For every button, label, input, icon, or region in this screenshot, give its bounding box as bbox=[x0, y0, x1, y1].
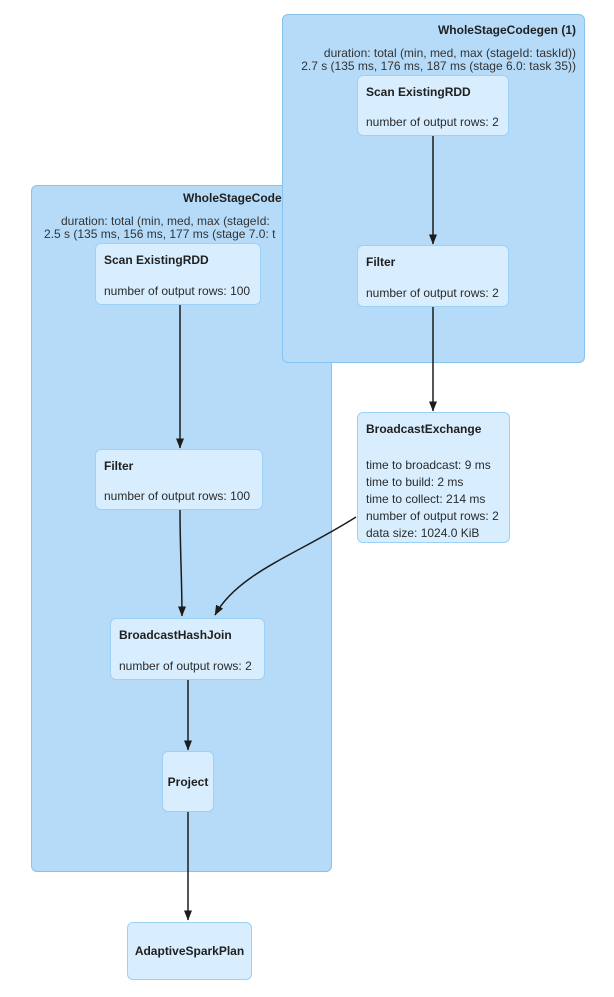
node-project bbox=[162, 751, 214, 812]
cluster-title: WholeStageCode bbox=[183, 191, 282, 205]
node-metric: number of output rows: 2 bbox=[366, 115, 499, 129]
cluster-duration-line1: duration: total (min, med, max (stageId: taskId)) bbox=[323, 46, 576, 60]
node-title: Project bbox=[167, 774, 209, 789]
node-metric: number of output rows: 100 bbox=[104, 489, 251, 503]
node-filter-1 bbox=[357, 245, 509, 307]
node-title: AdaptiveSparkPlan bbox=[134, 944, 245, 958]
node-metrics bbox=[366, 457, 505, 542]
node-metric: number of output rows: 2 bbox=[366, 286, 499, 300]
node-title: Scan ExistingRDD bbox=[366, 85, 471, 99]
node-metric: time to collect: 214 ms bbox=[366, 492, 486, 506]
cluster-title: WholeStageCodegen (1) bbox=[437, 23, 576, 37]
node-scan-existingrdd-1 bbox=[357, 75, 509, 136]
cluster-duration-line2: 2.7 s (135 ms, 176 ms, 187 ms (stage 6.0: task 35)) bbox=[301, 59, 576, 73]
node-title: Filter bbox=[104, 459, 134, 473]
cluster-duration-line2: 2.5 s (135 ms, 156 ms, 177 ms (stage 7.0: t bbox=[44, 227, 276, 241]
node-metric: data size: 1024.0 KiB bbox=[366, 526, 480, 540]
node-metric: time to broadcast: 9 ms bbox=[366, 458, 491, 472]
node-title: Scan ExistingRDD bbox=[104, 253, 209, 267]
node-scan-existingrdd-2 bbox=[95, 243, 261, 305]
node-title: BroadcastExchange bbox=[366, 422, 482, 436]
node-metric: number of output rows: 2 bbox=[119, 659, 252, 673]
node-adaptivesparkplan bbox=[127, 922, 252, 980]
node-metric: number of output rows: 100 bbox=[104, 284, 251, 298]
cluster-duration-line1: duration: total (min, med, max (stageId: bbox=[61, 214, 270, 228]
node-metric: time to build: 2 ms bbox=[366, 475, 464, 489]
cluster-wholestagecodegen-1 bbox=[282, 14, 585, 363]
node-broadcasthashjoin bbox=[110, 618, 265, 680]
node-title: BroadcastHashJoin bbox=[119, 628, 232, 642]
node-filter-2 bbox=[95, 449, 263, 510]
node-broadcastexchange bbox=[357, 412, 510, 543]
node-title: Filter bbox=[366, 255, 396, 269]
node-metric: number of output rows: 2 bbox=[366, 509, 499, 523]
